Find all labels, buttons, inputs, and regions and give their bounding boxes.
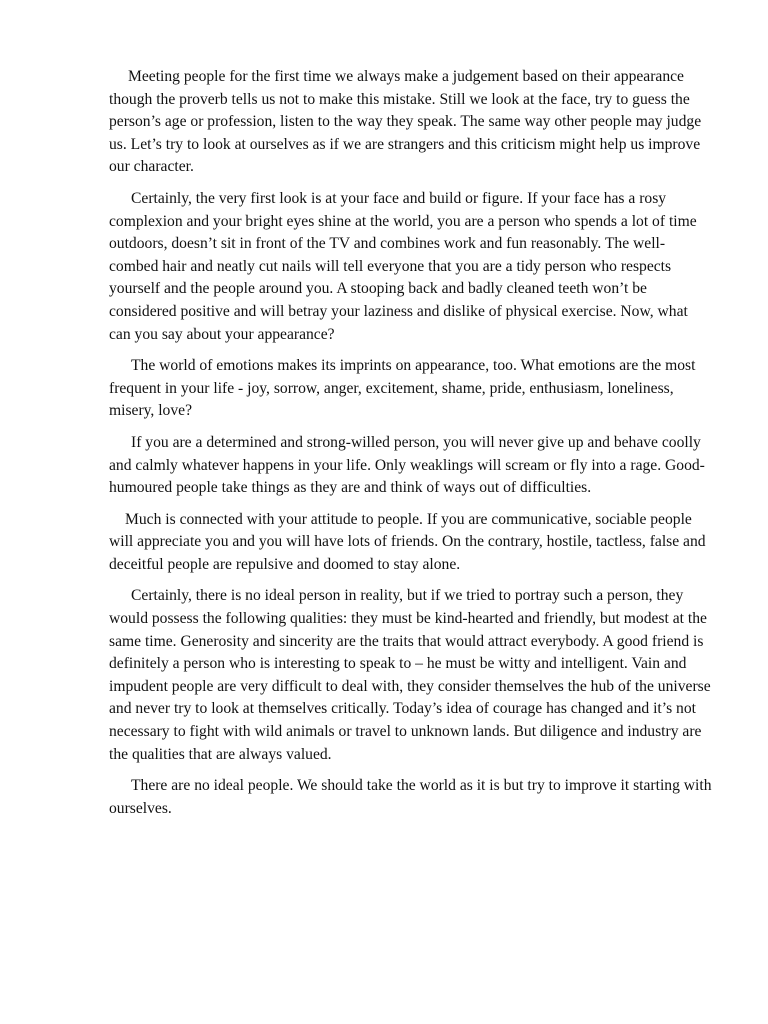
document-page: [109, 66, 713, 829]
paragraph-face-and-figure: Certainly, the very first look is at your face and build or figure. If your face has a rosy complexion and your bright eyes shine at the world, you are a person who spends a lot of time outdoors, doesn’t sit in front of the TV and combines work and fun reasonably. The well-combed hair and neatly cut nails will tell everyone that you are a tidy person who respects yourself and the people around you. A stooping back and badly cleaned teeth won’t be considered positive and will betray your laziness and dislike of physical exercise. Now, what can you say about your appearance?: [109, 189, 697, 343]
paragraph-attitude: Much is connected with your attitude to people. If you are communicative, sociable people will appreciate you and you will have lots of friends. On the contrary, hostile, tactless, false and deceitful people are repulsive and doomed to stay alone.: [109, 510, 706, 573]
paragraph-ideal-person: Certainly, there is no ideal person in reality, but if we tried to portray such a person, they would possess the following qualities: they must be kind-hearted and friendly, but modest at the same time. Generosity and sincerity are the traits that would attract everybody. A good friend is definitely a person who is interesting to speak to – he must be witty and intelligent. Vain and impudent people are very difficult to deal with, they consider themselves the hub of the universe and never try to look at themselves critically. Today’s idea of courage has changed and it’s not necessary to fight with wild animals or travel to unknown lands. But diligence and industry are the qualities that are always valued.: [109, 587, 711, 763]
paragraph-character: If you are a determined and strong-willed person, you will never give up and behave coolly and calmly whatever happens in your life. Only weaklings will scream or fly into a rage. Good-humoured people take things as they are and think of ways out of difficulties.: [109, 433, 705, 497]
paragraph-emotions: The world of emotions makes its imprints on appearance, too. What emotions are the most frequent in your life - joy, sorrow, anger, excitement, shame, pride, enthusiasm, loneliness, misery, love?: [109, 357, 696, 420]
paragraph-conclusion: There are no ideal people. We should take the world as it is but try to improve it starting with ourselves.: [109, 777, 712, 817]
paragraph-first-impressions: Meeting people for the first time we always make a judgement based on their appearance though the proverb tells us not to make this mistake. Still we look at the face, try to guess the person’s age or profession, listen to the way they speak. The same way other people may judge us. Let’s try to look at ourselves as if we are strangers and this criticism might help us improve our character.: [109, 68, 702, 176]
